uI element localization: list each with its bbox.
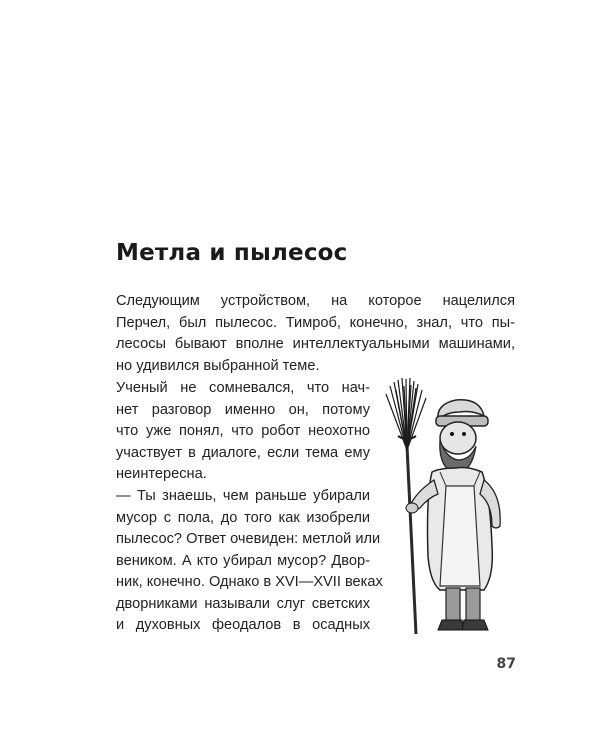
paragraph-3 [116, 486, 383, 637]
text-line: — Ты знаешь, чем раньше убирали [116, 488, 370, 504]
paragraph-2 [116, 378, 370, 486]
text-line: Следующим устройством, на которое нацелился [116, 293, 515, 309]
text-line: мусор с пола, до того как изобрели [116, 509, 370, 526]
chapter-title: Метла и пылесос [116, 240, 348, 266]
text-line: Перчел, был пылесос. Тимроб, конечно, знал, что пы- [116, 314, 515, 331]
janitor-with-broom-illustration [376, 376, 516, 638]
text-line: но удивился выбранной теме. [116, 357, 320, 374]
text-line: ник, конечно. Однако в XVI—XVII веках [116, 574, 383, 590]
text-line: Ученый не сомневался, что нач- [116, 380, 370, 396]
text-line: участвует в диалоге, если тема ему [116, 444, 370, 461]
text-line: и духовных феодалов в осадных [116, 617, 370, 633]
text-line: дворниками называли слуг светских [116, 595, 370, 612]
text-line: пылесос? Ответ очевиден: метлой или [116, 531, 381, 547]
text-line: что уже понял, что робот неохотно [116, 423, 370, 439]
text-line: неинтересна. [116, 466, 207, 482]
text-line: лесосы бывают вполне интеллектуальными машинами, [116, 336, 515, 352]
broom-handle [407, 446, 416, 634]
page-number: 87 [496, 656, 516, 672]
text-line: веником. А кто убирал мусор? Двор- [116, 552, 370, 569]
text-line: нет разговор именно он, потому [116, 401, 370, 418]
paragraph-1-lines [116, 291, 515, 377]
